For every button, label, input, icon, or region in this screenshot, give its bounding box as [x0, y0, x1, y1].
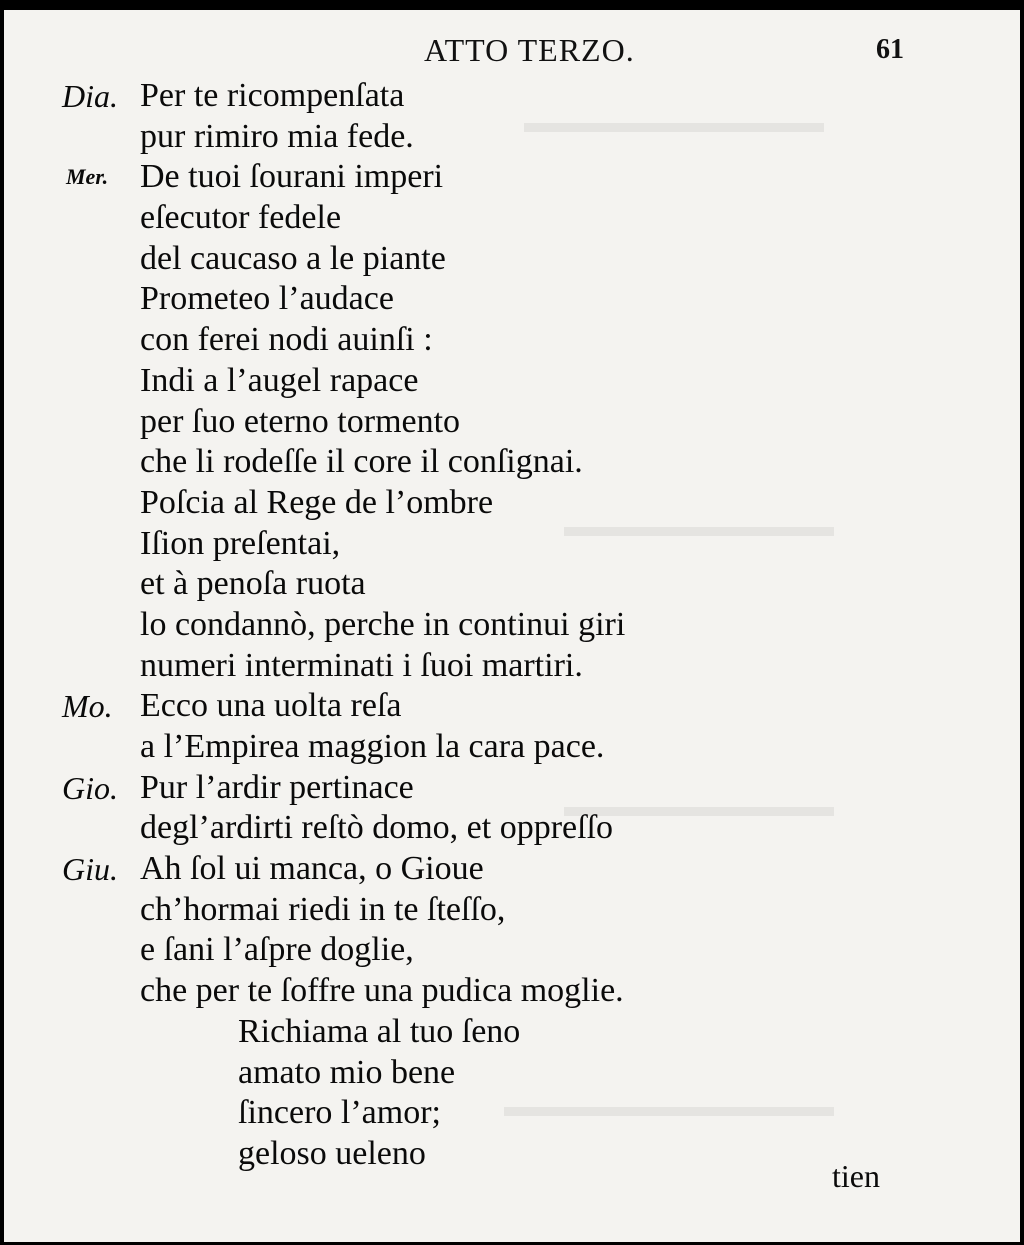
- verse-line: [4, 808, 1020, 849]
- verse-text: Iſion preſentai,: [140, 524, 341, 562]
- verse-line: [4, 442, 1020, 483]
- verse-text: eſecutor fedele: [140, 199, 342, 237]
- verse-text: Indi a l’augel rapace: [140, 361, 419, 399]
- show-through-decoration: ▬▬▬▬▬▬▬▬▬▬▬: [504, 1090, 834, 1123]
- verse-text: De tuoi ſourani imperi: [140, 158, 444, 196]
- verse-line: [4, 361, 1020, 402]
- verse-line: [4, 524, 1020, 565]
- verse-text: Pur l’ardir pertinace: [140, 768, 414, 806]
- verse-text: e ſani l’aſpre doglie,: [140, 931, 414, 969]
- speaker-label: Mer.: [66, 164, 109, 190]
- verse-line: [4, 157, 1020, 198]
- speaker-label: Giu.: [62, 851, 118, 888]
- verse-text: ch’hormai riedi in te ſteſſo,: [140, 890, 506, 928]
- verse-text: ſincero l’amor;: [238, 1094, 441, 1132]
- verse-line: [4, 1053, 1020, 1094]
- speaker-label: Gio.: [62, 769, 118, 806]
- verse-text: a l’Empirea maggion la cara pace.: [140, 728, 605, 765]
- verse-line: [4, 198, 1020, 239]
- show-through-decoration: ▬▬▬▬▬▬▬▬▬: [564, 510, 834, 543]
- verse-line: [4, 279, 1020, 320]
- verse-line: [4, 76, 1020, 117]
- verse-line: [4, 239, 1020, 280]
- show-through-decoration: ▬▬▬▬▬▬▬▬▬▬: [524, 106, 824, 139]
- verse-text: geloso ueleno: [238, 1134, 426, 1172]
- verse-text: numeri interminati i ſuoi martiri.: [140, 646, 583, 684]
- verse-line: [4, 686, 1020, 727]
- verse-text: et à penoſa ruota: [140, 565, 366, 603]
- verse-line: [4, 849, 1020, 890]
- speaker-label: Dia.: [62, 78, 118, 114]
- verse-line: [4, 605, 1020, 646]
- verse-text: per ſuo eterno tormento: [140, 402, 461, 440]
- verse-text: che li rodeſſe il core il conſignai.: [140, 443, 583, 481]
- verse-line: [4, 1012, 1020, 1053]
- verse-line: [4, 1093, 1020, 1134]
- verse-text: lo condannò, perche in continui giri: [140, 605, 626, 643]
- book-page: [4, 10, 1020, 1242]
- verse-text: Per te ricompenſata: [140, 77, 405, 114]
- show-through-decoration: ▬▬▬▬▬▬▬▬▬: [564, 790, 834, 823]
- verse-text: Ah ſol ui manca, o Gioue: [140, 850, 484, 888]
- verse-line: [4, 646, 1020, 687]
- catchword: tien: [832, 1158, 880, 1194]
- verse-line: [4, 117, 1020, 158]
- verse-line: [4, 930, 1020, 971]
- verse-line: [4, 483, 1020, 524]
- verse-line: [4, 768, 1020, 809]
- verse-text: con ferei nodi auinſi :: [140, 321, 433, 359]
- verse-text: pur rimiro mia fede.: [140, 117, 414, 155]
- verse-text: Prometeo l’audace: [140, 280, 394, 318]
- verse-line: [4, 727, 1020, 768]
- verse-text-block: [4, 76, 1020, 1175]
- verse-text: Ecco una uolta reſa: [140, 687, 402, 725]
- speaker-label: Mo.: [62, 688, 113, 725]
- verse-line: [4, 890, 1020, 931]
- running-title: ATTO TERZO.: [424, 32, 635, 68]
- verse-text: del caucaso a le piante: [140, 239, 446, 277]
- page-number: 61: [876, 34, 904, 65]
- verse-text: amato mio bene: [238, 1053, 456, 1091]
- verse-line: [4, 402, 1020, 443]
- verse-text: Richiama al tuo ſeno: [238, 1012, 521, 1050]
- verse-line: [4, 971, 1020, 1012]
- verse-text: degl’ardirti reſtò domo, et oppreſſo: [140, 809, 614, 847]
- verse-text: Poſcia al Rege de l’ombre: [140, 483, 494, 521]
- verse-line: [4, 320, 1020, 361]
- verse-text: che per te ſoffre una pudica moglie.: [140, 972, 624, 1010]
- verse-line: [4, 564, 1020, 605]
